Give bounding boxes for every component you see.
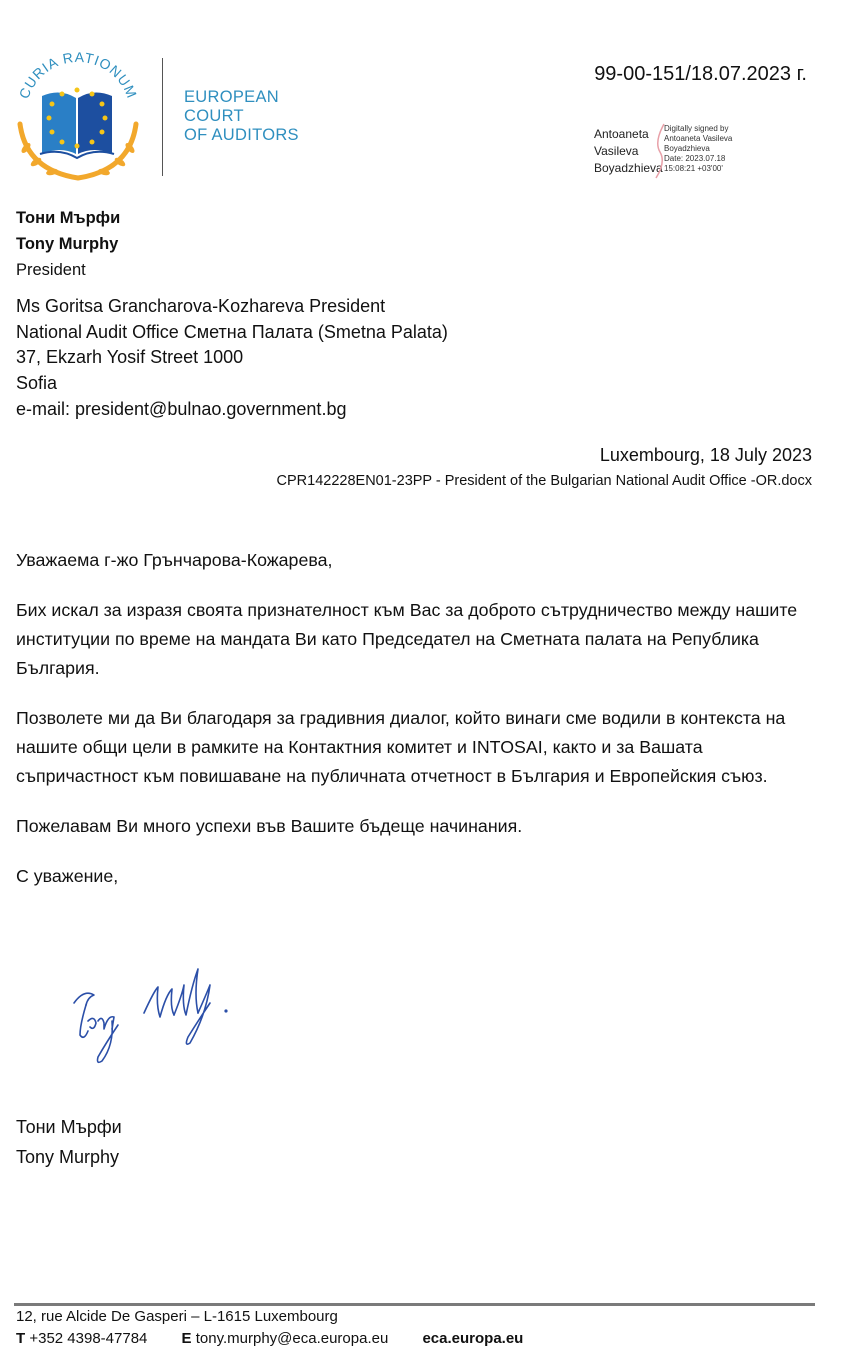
address-line: e-mail: president@bulnao.government.bg bbox=[16, 398, 347, 419]
paragraph: Позволете ми да Ви благодаря за градивния диалог, който винаги сме водили в контекста на нашите общи цели в рамките на Контактния комитет и INTOSAI, както и за Вашата съпричастност към повишаване на публичната отчетност в България и Европейския съюз. bbox=[16, 708, 786, 786]
header-divider bbox=[162, 58, 163, 176]
signature-detail-line: Date: 2023.07.18 bbox=[664, 154, 726, 163]
logo-motto: CURIA RATIONUM bbox=[15, 52, 141, 101]
sender-name-bg: Тони Мърфи bbox=[16, 209, 121, 227]
signatory-name-bg: Тони Мърфи bbox=[16, 1117, 122, 1137]
footer-contacts bbox=[16, 1330, 523, 1347]
org-name-line: EUROPEAN bbox=[184, 88, 280, 106]
salutation: Уважаема г-жо Грънчарова-Кожарева, bbox=[16, 550, 333, 570]
footer-address: 12, rue Alcide De Gasperi – L-1615 Luxembourg bbox=[16, 1308, 338, 1325]
sender-title: President bbox=[16, 261, 86, 279]
paragraph: Пожелавам Ви много успехи във Вашите бъдеще начинания. bbox=[16, 816, 523, 836]
signer-name-line: Antoaneta bbox=[594, 127, 649, 141]
signer-name-line: Vasileva bbox=[594, 144, 639, 158]
email-label: E bbox=[181, 1330, 192, 1347]
svg-text:CURIA RATIONUM bbox=[16, 52, 141, 101]
digital-signature-details bbox=[664, 124, 732, 174]
handwritten-signature bbox=[66, 955, 236, 1070]
signatory-name bbox=[16, 1112, 122, 1172]
eca-logo bbox=[12, 52, 144, 184]
letter-body bbox=[16, 546, 816, 912]
recipient-address bbox=[16, 294, 448, 423]
signer-name-line: Boyadzhieva bbox=[594, 161, 663, 175]
signature-detail-line: Boyadzhieva bbox=[664, 144, 710, 153]
file-reference: CPR142228EN01-23PP - President of the Bulgarian National Audit Office -OR.docx bbox=[276, 473, 812, 489]
address-line: Sofia bbox=[16, 373, 58, 394]
org-name-line: COURT bbox=[184, 107, 244, 125]
footer-website[interactable]: eca.europa.eu bbox=[422, 1330, 524, 1347]
footer-phone: +352 4398-47784 bbox=[29, 1330, 148, 1347]
phone-label: T bbox=[16, 1330, 26, 1347]
closing: С уважение, bbox=[16, 866, 119, 886]
address-line: Ms Goritsa Grancharova-Kozhareva President bbox=[16, 296, 386, 316]
reference-number: 99-00-151/18.07.2023 г. bbox=[594, 63, 807, 85]
sender-name-en: Tony Murphy bbox=[16, 235, 119, 253]
signature-detail-line: Antoaneta Vasileva bbox=[664, 134, 733, 143]
signature-detail-line: Digitally signed by bbox=[664, 124, 729, 133]
address-line: 37, Ekzarh Yosif Street 1000 bbox=[16, 347, 244, 368]
paragraph: Бих искал за изразя своята признателност към Вас за доброто сътрудничество между нашите институции по време на мандата Ви като Председател на Сметната палата на Република България. bbox=[16, 600, 798, 678]
place-date: Luxembourg, 18 July 2023 bbox=[599, 445, 812, 465]
address-line: National Audit Office Сметна Палата (Smetna Palata) bbox=[16, 321, 448, 342]
org-name-line: OF AUDITORS bbox=[184, 126, 299, 144]
signature-detail-line: 15:08:21 +03'00' bbox=[664, 164, 723, 173]
sender-block bbox=[16, 205, 120, 283]
digital-signature bbox=[594, 122, 774, 182]
footer-divider bbox=[14, 1303, 815, 1306]
org-name bbox=[184, 88, 299, 145]
footer-email[interactable]: tony.murphy@eca.europa.eu bbox=[195, 1330, 389, 1347]
signatory-name-en: Tony Murphy bbox=[16, 1147, 120, 1167]
